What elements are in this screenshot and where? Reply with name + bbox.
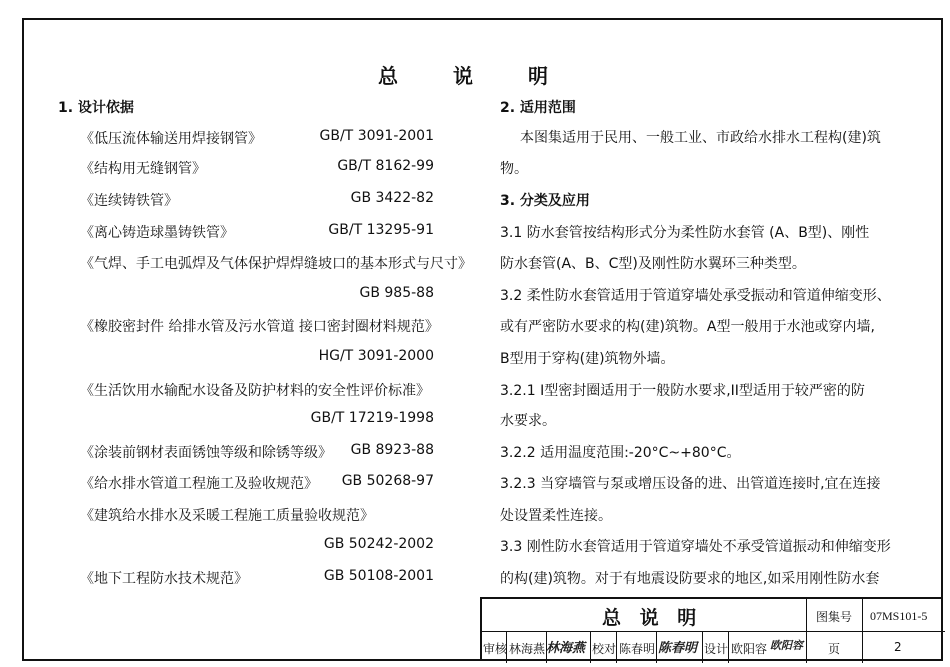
reference-name: 《结构用无缝钢管》 (80, 161, 206, 177)
section-1-heading: 1. 设计依据 (58, 100, 134, 116)
text-line: 本图集适用于民用、一般工业、市政给水排水工程构(建)筑 (520, 130, 881, 146)
text-line: 或有严密防水要求的构(建)筑物。A型一般用于水池或穿内墙, (500, 319, 875, 335)
reference-code: GB/T 17219-1998 (310, 410, 434, 426)
checker-name: 陈春明 (619, 642, 656, 656)
reference-code: GB 50268-97 (341, 473, 434, 489)
text-line: 3.3 刚性防水套管适用于管道穿墙处不承受管道振动和伸缩变形 (500, 539, 891, 555)
text-line: 的构(建)筑物。对于有地震设防要求的地区,如采用刚性防水套 (500, 571, 880, 587)
text-line: 3.2 柔性防水套管适用于管道穿墙处承受振动和管道伸缩变形、 (500, 288, 891, 304)
reference-code: GB 985-88 (359, 285, 434, 301)
text-line: 3.2.3 当穿墙管与泵或增压设备的进、出管道连接时,宜在连接 (500, 476, 881, 492)
check-label: 校对 (592, 642, 617, 656)
reference-name: 《给水排水管道工程施工及验收规范》 (80, 476, 318, 492)
review-label: 审核 (483, 642, 508, 656)
designer-name: 欧阳容 (731, 642, 768, 656)
reference-code: GB 50108-2001 (323, 568, 434, 584)
reference-name: 《橡胶密封件 给排水管及污水管道 接口密封圈材料规范》 (80, 319, 439, 335)
tb-title: 总 说 明 (602, 607, 703, 629)
reference-code: GB/T 8162-99 (337, 158, 434, 174)
text-line: 处设置柔性连接。 (500, 508, 612, 524)
reference-code: GB/T 3091-2001 (319, 128, 434, 144)
reference-code: GB/T 13295-91 (328, 222, 434, 238)
checker-signature: 陈春明 (658, 641, 698, 656)
reference-name: 《地下工程防水技术规范》 (80, 571, 248, 587)
text-line: 防水套管(A、B、C型)及刚性防水翼环三种类型。 (500, 256, 806, 272)
reference-code: GB 3422-82 (350, 190, 434, 206)
text-line: 3.2.1 I型密封圈适用于一般防水要求,II型适用于较严密的防 (500, 383, 865, 399)
section-3-heading: 3. 分类及应用 (500, 193, 590, 209)
reference-name: 《连续铸铁管》 (80, 193, 178, 209)
reference-name: 《生活饮用水输配水设备及防护材料的安全性评价标准》 (80, 383, 430, 399)
text-line: 3.2.2 适用温度范围:-20°C~+80°C。 (500, 445, 741, 461)
reference-name: 《涂装前钢材表面锈蚀等级和除锈等级》 (80, 445, 332, 461)
text-line: B型用于穿构(建)筑物外墙。 (500, 351, 675, 367)
atlas-label: 图集号 (816, 610, 853, 624)
page-number: 2 (894, 640, 902, 654)
reviewer-signature: 林海燕 (546, 641, 586, 656)
drawing-frame (22, 18, 943, 661)
reference-name: 《低压流体输送用焊接钢管》 (80, 131, 262, 147)
text-line: 水要求。 (500, 413, 556, 429)
reference-code: GB 8923-88 (350, 442, 434, 458)
reference-name: 《离心铸造球墨铸铁管》 (80, 225, 234, 241)
text-line: 物。 (500, 161, 528, 177)
reference-name: 《建筑给水排水及采暖工程施工质量验收规范》 (80, 508, 374, 524)
designer-signature: 欧阳容 (770, 639, 803, 652)
reviewer-name: 林海燕 (509, 642, 546, 656)
page-label: 页 (828, 642, 841, 656)
atlas-number: 07MS101-5 (870, 609, 928, 623)
text-line: 3.1 防水套管按结构形式分为柔性防水套管 (A、B型)、刚性 (500, 225, 870, 241)
design-label: 设计 (704, 642, 729, 656)
section-2-heading: 2. 适用范围 (500, 100, 576, 116)
page-title: 总 说 明 (378, 64, 572, 88)
reference-code: HG/T 3091-2000 (318, 348, 434, 364)
reference-code: GB 50242-2002 (323, 536, 434, 552)
reference-name: 《气焊、手工电弧焊及气体保护焊焊缝坡口的基本形式与尺寸》 (80, 256, 472, 272)
title-block (480, 597, 943, 661)
